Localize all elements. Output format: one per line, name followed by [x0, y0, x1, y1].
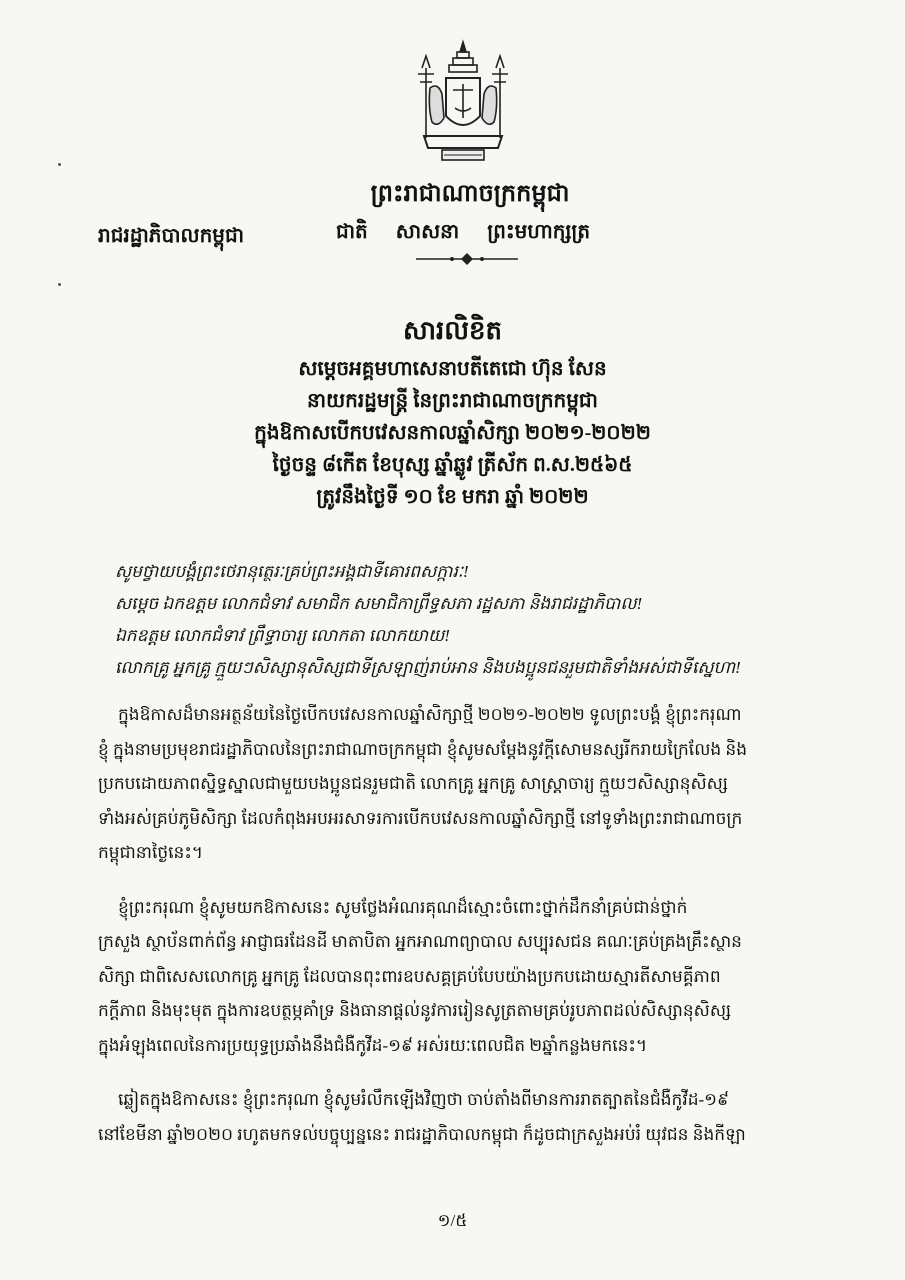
motto-nation: ជាតិ — [336, 221, 368, 243]
title-line: សម្តេចអគ្គមហាសេនាបតីតេជោ ហ៊ុន សែន — [298, 358, 607, 380]
paragraph-line: ខ្ញុំព្រះករុណា ខ្ញុំសូមយកឱកាសនេះ សូមថ្លែងអំណរគុណដ៏ស្មោះចំពោះថ្នាក់ដឹកនាំគ្រប់ជាន់ថ្នាក់ — [118, 897, 688, 917]
salutations — [115, 556, 835, 684]
paragraph — [98, 1083, 818, 1152]
salutation-line: សូមថ្វាយបង្គំព្រះថេរានុត្ថេរៈគ្រប់ព្រះអង្គជាទីគោរពសក្ការៈ! — [115, 562, 469, 581]
paragraph-line: នៅខែមីនា ឆ្នាំ២០២០ រហូតមកទល់បច្ចុប្បន្ននេះ រាជរដ្ឋាភិបាលកម្ពុជា ក៏ដូចជាក្រសួងអប់រំ យុវជន និងកីឡា — [98, 1124, 746, 1144]
paragraph-line: ប្រកបដោយភាពស្និទ្ធស្នាលជាមួយបងប្អូនជនរួមជាតិ លោកគ្រូ អ្នកគ្រូ សាស្ត្រាចារ្យ ក្មួយៗសិស្សានុសិស្ស — [98, 774, 728, 793]
salutation-line: លោកគ្រូ អ្នកគ្រូ ក្មួយៗសិស្សានុសិស្សជាទីស្រឡាញ់រាប់អាន និងបងប្អូនជនរួមជាតិទាំងអស់ជាទីស្នេហា! — [115, 658, 741, 677]
salutation-line: សម្ដេច ឯកឧត្តម លោកជំទាវ សមាជិក សមាជិកាព្រឹទ្ធសភា រដ្ឋសភា និងរាជរដ្ឋាភិបាល! — [115, 594, 643, 613]
ornamental-divider-icon — [412, 252, 522, 266]
royal-coat-of-arms-icon — [408, 38, 518, 170]
government-label: រាជរដ្ឋាភិបាលកម្ពុជា — [98, 225, 244, 247]
scan-speck — [58, 283, 61, 286]
paragraph — [98, 698, 818, 871]
title-line: នាយករដ្ឋមន្ត្រី នៃព្រះរាជាណាចក្រកម្ពុជា — [307, 390, 598, 412]
paragraph-line: ឆ្លៀតក្នុងឱកាសនេះ ខ្ញុំព្រះករុណា ខ្ញុំសូមរំលឹកឡើងវិញថា ចាប់តាំងពីមានការរាតត្បាតនៃជំងឺកូវីដ-១៩ — [118, 1090, 730, 1109]
title-line: ក្នុងឱកាសបើកបវេសនកាលឆ្នាំសិក្សា ២០២១-២០២២ — [254, 422, 651, 444]
letter-body — [98, 698, 818, 1172]
title-line: ថ្ងៃចន្ទ ៨កើត ខែបុស្ស ឆ្នាំឆ្លូវ ត្រីស័ក ព.ស.២៥៦៥ — [272, 454, 633, 476]
paragraph-line: ក្រសួង ស្ថាប័នពាក់ព័ន្ធ អាជ្ញាធរដែនដី មាតាបិតា អ្នកអាណាព្យាបាល សប្បុរសជន គណៈគ្រប់គ្រងគ្រឹះស្ថាន — [98, 932, 742, 951]
paragraph-line: ទាំងអស់គ្រប់ភូមិសិក្សា ដែលកំពុងអបអរសាទរការបើកបវេសនកាលឆ្នាំសិក្សាថ្មី នៅទូទាំងព្រះរាជាណាចក្រ — [98, 808, 743, 828]
paragraph-line: ក្នុងអំឡុងពេលនៃការប្រយុទ្ធប្រឆាំងនឹងជំងឺកូវីដ-១៩ អស់រយៈពេលជិត ២ឆ្នាំកន្លងមកនេះ។ — [98, 1035, 648, 1055]
document-title — [0, 353, 905, 513]
page-number: ១/៥ — [437, 1211, 468, 1230]
salutation-line: ឯកឧត្តម លោកជំទាវ ព្រឹទ្ធាចារ្យ លោកតា លោកយាយ! — [115, 626, 450, 645]
paragraph-line: សិក្សា ជាពិសេសលោកគ្រូ អ្នកគ្រូ ដែលបានពុះពារឧបសគ្គគ្រប់បែបយ៉ាងប្រកបដោយស្មារតីសាមគ្គីភាព — [98, 966, 721, 986]
document-type: សារលិខិត — [402, 316, 503, 345]
paragraph-line: កម្ពុជានាថ្ងៃនេះ។ — [98, 843, 204, 862]
kingdom-title: ព្រះរាជាណាចក្រកម្ពុជា — [370, 181, 570, 207]
motto-religion: សាសនា — [395, 221, 460, 243]
title-line: ត្រូវនឹងថ្ងៃទី ១០ ខែ មករា ឆ្នាំ ២០២២ — [316, 486, 589, 508]
motto-king: ព្រះមហាក្សត្រ — [487, 221, 591, 243]
paragraph-line: កក្ដីភាព និងមុះមុត ក្នុងការឧបត្ថម្ភគាំទ្រ និងធានាផ្ដល់នូវការរៀនសូត្រតាមគ្រប់រូបភាពដល់សិស្សានុសិស្ស — [98, 1001, 732, 1020]
paragraph-line: ក្នុងឱកាសដ៏មានអត្ថន័យនៃថ្ងៃបើកបវេសនកាលឆ្នាំសិក្សាថ្មី ២០២១-២០២២ ទូលព្រះបង្គំ ខ្ញុំព្រះករុណា — [118, 705, 742, 724]
paragraph — [98, 891, 818, 1064]
scan-speck — [58, 163, 61, 166]
paragraph-line: ខ្ញុំ ក្នុងនាមប្រមុខរាជរដ្ឋាភិបាលនៃព្រះរាជាណាចក្រកម្ពុជា ខ្ញុំសូមសម្ដែងនូវក្ដីសោមនស្សរីករាយក្រៃលែង និង — [98, 739, 748, 759]
national-motto — [336, 218, 636, 248]
